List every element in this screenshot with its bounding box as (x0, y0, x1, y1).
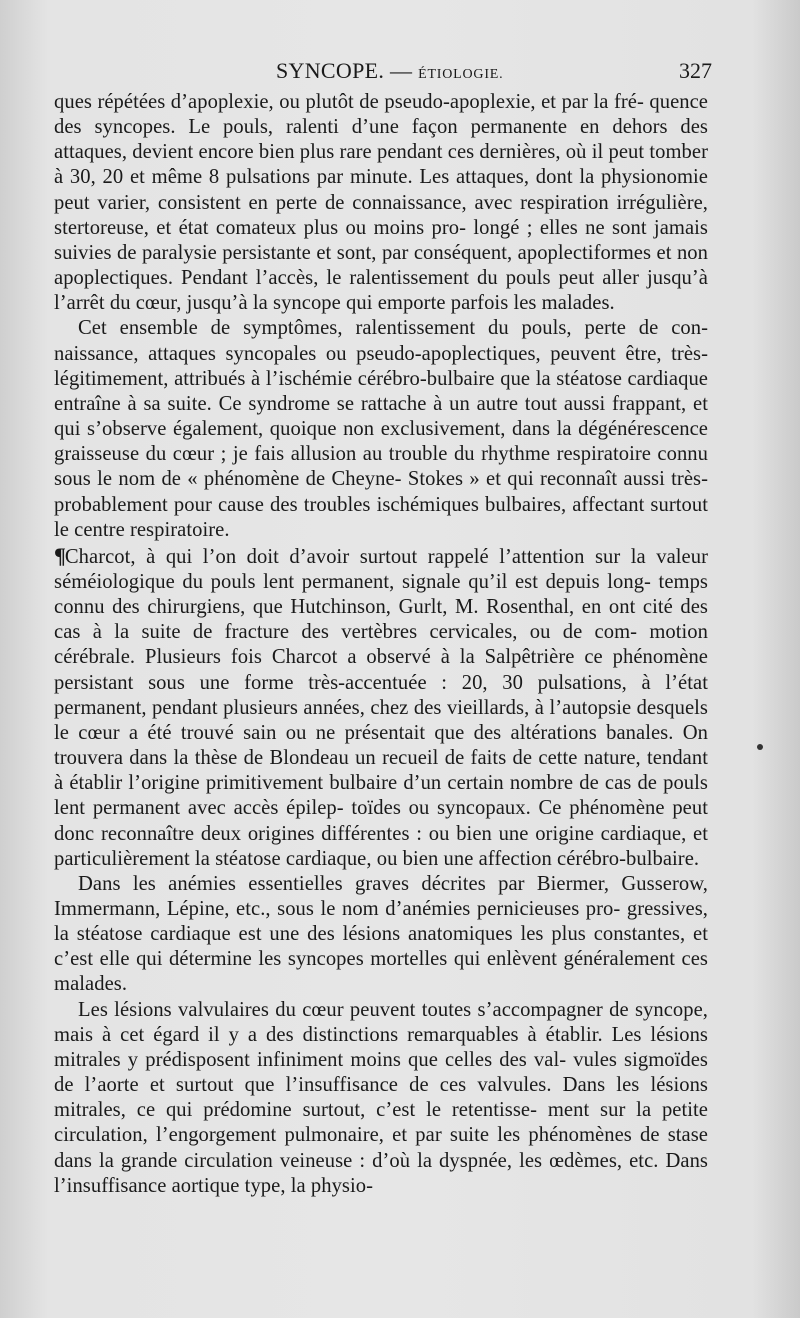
paragraph-marker: ¶ (54, 542, 65, 568)
page-body (54, 90, 708, 1199)
running-title-dash: — (389, 58, 413, 83)
paragraph-3-text: Charcot, à qui l’on doit d’avoir surtout rappelé l’attention sur la valeur séméiologique du pouls lent permanent, signale qu’il est depuis long- temps connu des chirurgiens, que Hutchinson, Gurlt, M. Rosenthal, en ont cité des cas à la suite de fracture des vertèbres cervicales, ou de com- motion cérébrale. Plusieurs fois Charcot a observé à la Salpêtrière ce phénomène persistant sous une forme très-accentuée : 20, 30 pulsations, à l’état permanent, pendant plusieurs années, chez des vieillards, à l’autopsie desquels le cœur a été trouvé sain ou ne présentait que des altérations banales. On trouvera dans la thèse de Blondeau un recueil de faits de cette nature, tendant à établir l’origine primitivement bulbaire d’un certain nombre de cas de pouls lent permanent avec accès épilep- toïdes ou syncopaux. Ce phénomène peut donc reconnaître deux origines différentes : ou bien une origine cardiaque, et particulièrement la stéatose cardiaque, ou bien une affection cérébro-bulbaire. (54, 545, 708, 870)
running-title (276, 58, 503, 84)
paragraph-1: ques répétées d’apoplexie, ou plutôt de pseudo-apoplexie, et par la fré- quence des syncopes. Le pouls, ralenti d’une façon permanente en dehors des attaques, devient encore bien plus rare pendant ces dernières, où il peut tomber à 30, 20 et même 8 pulsations par minute. Les attaques, dont la physionomie peut varier, consistent en perte de connaissance, avec respiration irrégulière, stertoreuse, et état comateux plus ou moins pro- longé ; elles ne sont jamais suivies de paralysie persistante et sont, par conséquent, apoplectiformes et non apoplectiques. Pendant l’accès, le ralentissement du pouls peut aller jusqu’à l’arrêt du cœur, jusqu’à la syncope qui emporte parfois les malades. (54, 91, 708, 315)
paragraph-5: Les lésions valvulaires du cœur peuvent toutes s’accompagner de syncope, mais à cet égard il y a des distinctions remarquables à établir. Les lésions mitrales y prédisposent infiniment moins que celles des val- vules sigmoïdes de l’aorte et surtout que l’insuffisance de ces valvules. Dans les lésions mitrales, ce qui prédomine surtout, c’est le retentisse- ment sur la petite circulation, l’engorgement pulmonaire, et par suite les phénomènes de stase dans la grande circulation veineuse : d’où la dyspnée, les œdèmes, etc. Dans l’insuffisance aortique type, la physio- (54, 998, 708, 1197)
paragraph-3 (54, 543, 708, 872)
ink-speck (757, 744, 763, 750)
running-title-subtitle: ÉTIOLOGIE. (418, 67, 504, 82)
paragraph-2: Cet ensemble de symptômes, ralentissement du pouls, perte de con- naissance, attaques syncopales ou pseudo-apoplectiques, peuvent être, très-légitimement, attribués à l’ischémie cérébro-bulbaire que la stéatose cardiaque entraîne à sa suite. Ce syndrome se rattache à un autre tout aussi frappant, et qui s’observe également, quoique non exclusivement, dans la dégénérescence graisseuse du cœur ; je fais allusion au trouble du rhythme respiratoire connu sous le nom de « phénomène de Cheyne- Stokes » et qui reconnaît aussi très-probablement pour cause des troubles ischémiques bulbaires, affectant surtout le centre respiratoire. (54, 317, 708, 541)
running-header (54, 56, 712, 90)
running-title-main: SYNCOPE. (276, 58, 385, 83)
paragraph-4: Dans les anémies essentielles graves décrites par Biermer, Gusserow, Immermann, Lépine, etc., sous le nom d’anémies pernicieuses pro- gressives, la stéatose cardiaque est une des lésions anatomiques les plus constantes, et c’est elle qui détermine les syncopes mortelles qui enlèvent généralement ces malades. (54, 872, 708, 996)
page-number: 327 (679, 58, 712, 83)
